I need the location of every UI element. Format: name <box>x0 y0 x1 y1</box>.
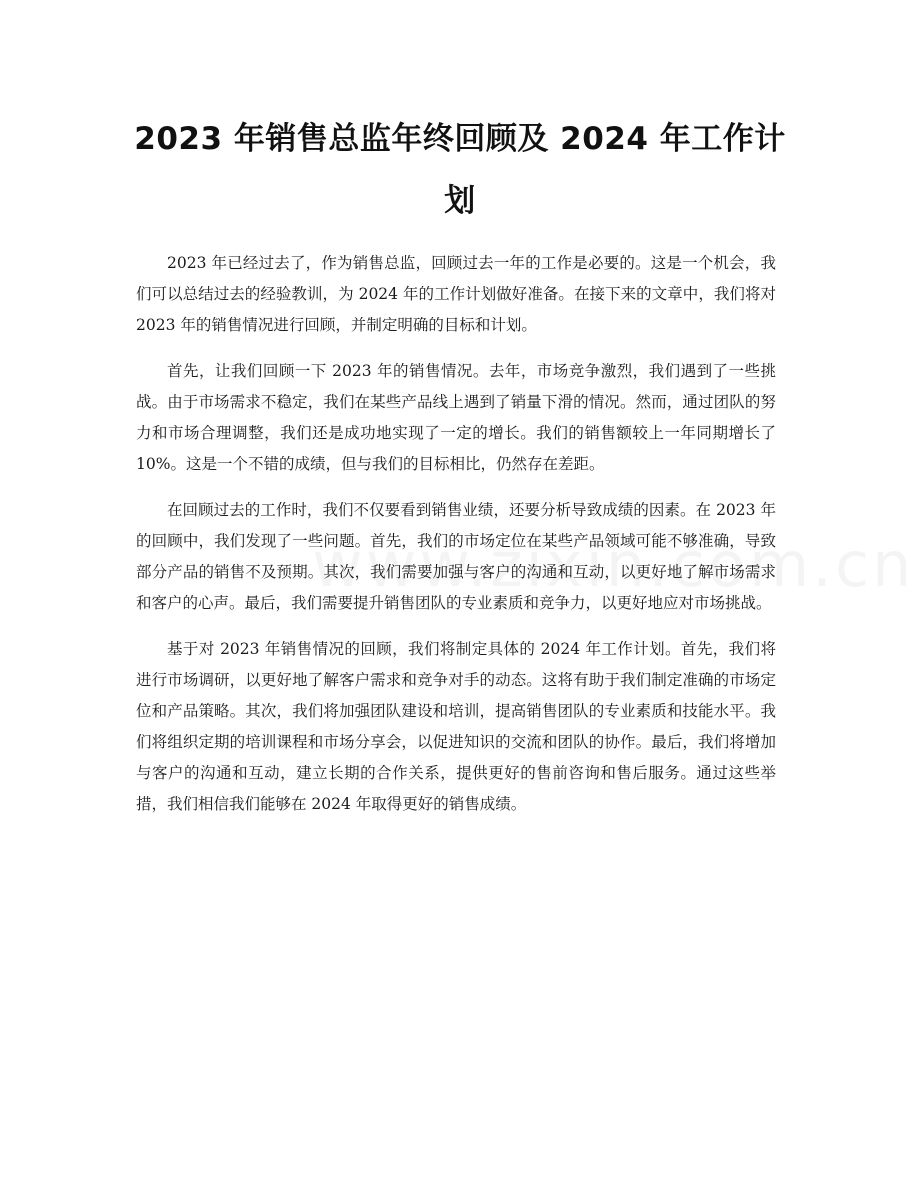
paragraph-intro: 2023 年已经过去了，作为销售总监，回顾过去一年的工作是必要的。这是一个机会，我们可以总结过去的经验教训，为 2024 年的工作计划做好准备。在接下来的文章中，我们将对 2023 年的销售情况进行回顾，并制定明确的目标和计划。 <box>136 254 776 334</box>
paragraph-sales-review: 首先，让我们回顾一下 2023 年的销售情况。去年，市场竞争激烈，我们遇到了一些挑战。由于市场需求不稳定，我们在某些产品线上遇到了销量下滑的情况。然而，通过团队的努力和市场合理调整，我们还是成功地实现了一定的增长。我们的销售额较上一年同期增长了 10%。这是一个不错的成绩，但与我们的目标相比，仍然存在差距。 <box>136 362 776 473</box>
paragraph-2024-plan: 基于对 2023 年销售情况的回顾，我们将制定具体的 2024 年工作计划。首先，我们将进行市场调研，以更好地了解客户需求和竞争对手的动态。这将有助于我们制定准确的市场定位和产品策略。其次，我们将加强团队建设和培训，提高销售团队的专业素质和技能水平。我们将组织定期的培训课程和市场分享会，以促进知识的交流和团队的协作。最后，我们将增加与客户的沟通和互动，建立长期的合作关系，提供更好的售前咨询和售后服务。通过这些举措，我们相信我们能够在 2024 年取得更好的销售成绩。 <box>136 640 776 813</box>
title-line-2: 划 <box>444 183 476 219</box>
title-line-1: 2023 年销售总监年终回顾及 2024 年工作计 <box>134 121 786 157</box>
paragraph-problem-analysis: 在回顾过去的工作时，我们不仅要看到销售业绩，还要分析导致成绩的因素。在 2023 年的回顾中，我们发现了一些问题。首先，我们的市场定位在某些产品领域可能不够准确，导致部分产品的销售不及预期。其次，我们需要加强与客户的沟通和互动，以更好地了解市场需求和客户的心声。最后，我们需要提升销售团队的专业素质和竞争力，以更好地应对市场挑战。 <box>136 501 776 612</box>
document-title <box>115 108 805 232</box>
document-body <box>136 248 776 835</box>
